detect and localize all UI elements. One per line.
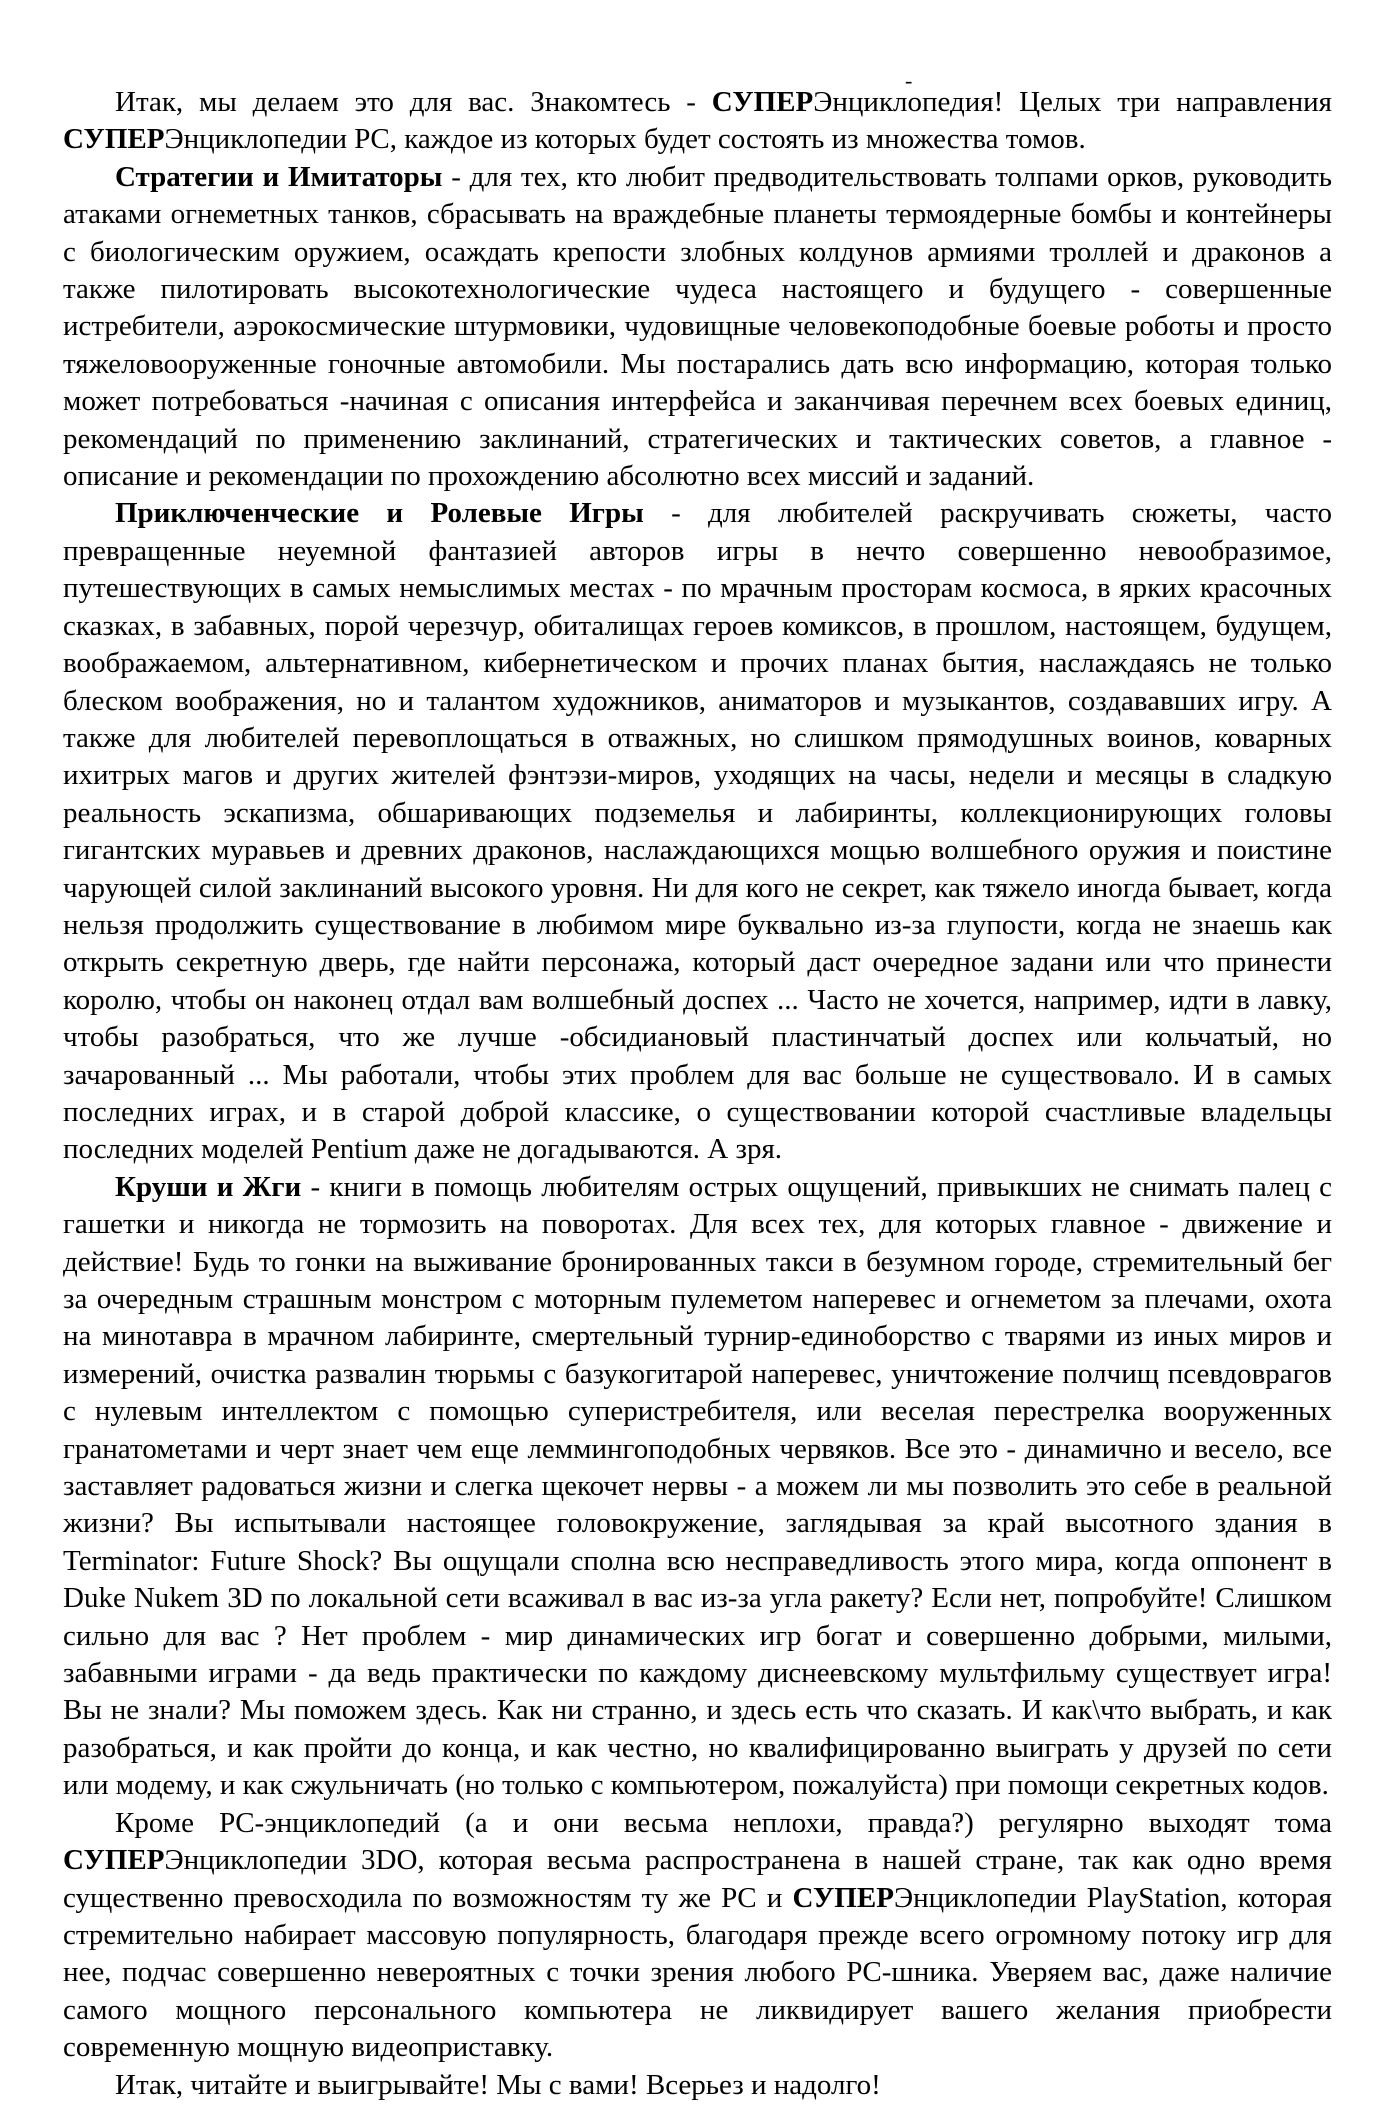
text-run: - для любителей раскручивать сюжеты, часто превращенные неуемной фантазией авторов игры в нечто совершенно невообразимое, путешествующих в самых немыслимых местах - по мрачным просторам космоса, в ярких красочных сказках, в забавных, порой черезчур, обиталищах героев комиксов, в прошлом, настоящем, будущем, воображаемом, альтернативном, кибернетическом и прочих планах бытия, наслаждаясь не только блеском воображения, но и талантом художников, аниматоров и музыкантов, создававших игру. А также для любителей перевоплощаться в отважных, но слишком прямодушных воинов, коварных ихитрых магов и других жителей фэнтэзи-миров, уходящих на часы, недели и месяцы в сладкую реальность эскапизма, обшаривающих подземелья и лабиринты, коллекционирующих головы гигантских муравьев и древних драконов, наслаждающихся мощью волшебного оружия и поистине чарующей силой заклинаний высокого уровня. Ни для кого не секрет, как тяжело иногда бывает, когда нельзя продолжить существование в любимом мире буквально из-за глупости, когда не знаешь как открыть секретную дверь, где найти персонажа, который даст очередное задани или что принести королю, чтобы он наконец отдал вам волшебный доспех ... Часто не хочется, например, идти в лавку, чтобы разобраться, что же лучше -обсидиановый пластинчатый доспех или кольчатый, но зачарованный ... Мы работали, чтобы этих проблем для вас больше не существовало. И в самых последних играх, и в старой доброй классике, о существовании которой счастливые владельцы последних моделей Pentium даже не догадываются. А зря. (63, 497, 1332, 1166)
text-run: Энциклопедия! Целых три направления (813, 86, 1332, 118)
text-run: Энциклопедии 3DO, которая весьма распространена в нашей стране, так как одно время существенно превосходила по возможностям ту же PC и (63, 1844, 1332, 1914)
section-heading-strategies: Стратегии и Имитаторы (115, 160, 443, 193)
text-run: Итак, читайте и выигрывайте! Мы с вами! Всерьез и надолго! (115, 2068, 881, 2101)
section-heading-crush-and-burn: Круши и Жги (115, 1170, 302, 1203)
paragraph-intro (63, 84, 1332, 159)
text-run: Энциклопедии PC, каждое из которых будет состоять из множества томов. (164, 123, 1086, 156)
paragraph-pc-encyclopedias (63, 1805, 1332, 2067)
bold-run-super: СУПЕР (792, 1881, 894, 1914)
text-run: Кроме PC-энциклопедий (а и они весьма неплохи, правда?) регулярно выходят тома (115, 1806, 1332, 1839)
text-run: - книги в помощь любителям острых ощущений, привыкших не снимать палец с гашетки и никогда не тормозить на поворотах. Для всех тех, для которых главное - движение и действие! Будь то гонки на выживание бронированных такси в безумном городе, стремительный бег за очередным страшным монстром с моторным пулеметом наперевес и огнеметом за плечами, охота на минотавра в мрачном лабиринте, смертельный турнир-единоборство с тварями из иных миров и измерений, очистка развалин тюрьмы с базукогитарой наперевес, уничтожение полчищ псевдоврагов с нулевым интеллектом с помощью суперистребителя, или веселая перестрелка вооруженных гранатометами и черт знает чем еще леммингоподобных червяков. Все это - динамично и весело, все заставляет радоваться жизни и слегка щекочет нервы - а можем ли мы позволить это себе в реальной жизни? Вы испытывали настоящее головокружение, заглядывая за край высотного здания в Terminator: Future Shock? Вы ощущали сполна всю несправедливость этого мира, когда оппонент в Duke Nukem 3D по локальной сети всаживал в вас из-за угла ракету? Если нет, попробуйте! Слишком сильно для вас ? Нет проблем - мир динамических игр богат и совершенно добрыми, милыми, забавными играми - да ведь практически по каждому диснеевскому мультфильму существует игра! Вы не знали? Мы поможем здесь. Как ни странно, и здесь есть что сказать. И как\что выбрать, и как разобраться, и как пройти до конца, и как честно, но квалифицированно выиграть у друзей по сети или модему, и как сжульничать (но только с компьютером, пожалуйста) при помощи секретных кодов. (63, 1170, 1332, 1802)
bold-run-super: СУПЕР (63, 1844, 165, 1877)
bold-run-super: СУПЕР (63, 123, 165, 156)
text-run: - для тех, кто любит предводительствовать толпами орков, руководить атаками огнеметных танков, сбрасывать на враждебные планеты термоядерные бомбы и контейнеры с биологическим оружием, осаждать крепости злобных колдунов армиями троллей и драконов а также пилотировать высокотехнологические чудеса настоящего и будущего - совершенные истребители, аэрокосмические штурмовики, чудовищные человекоподобные боевые роботы и просто тяжеловооруженные гоночные автомобили. Мы постарались дать всю информацию, которая только может потребоваться -начиная с описания интерфейса и заканчивая перечнем всех боевых единиц, рекомендаций по применению заклинаний, стратегических и тактических советов, а главное - описание и рекомендации по прохождению абсолютно всех миссий и заданий. (63, 160, 1332, 493)
bold-run-super: СУПЕР (711, 86, 814, 118)
paragraph-strategies (63, 159, 1332, 496)
paragraph-closing (63, 2067, 1332, 2104)
section-heading-adventure-rpg: Приключенческие и Ролевые Игры (115, 497, 644, 530)
paragraph-adventure-rpg (63, 495, 1332, 1168)
text-run: Энциклопедии PlayStation, которая стремительно набирает массовую популярность, благодаря прежде всего огромному потоку игр для нее, подчас совершенно невероятных с точки зрения любого PC-шника. Уверяем вас, даже наличие самого мощного персонального компьютера не ликвидирует вашего желания приобрести современную мощную видеоприставку. (63, 1881, 1333, 2064)
paragraph-crush-and-burn (63, 1169, 1332, 1805)
scan-artifact-dash: - (905, 68, 913, 93)
text-run: Итак, мы делаем это для вас. Знакомтесь - (115, 86, 712, 118)
